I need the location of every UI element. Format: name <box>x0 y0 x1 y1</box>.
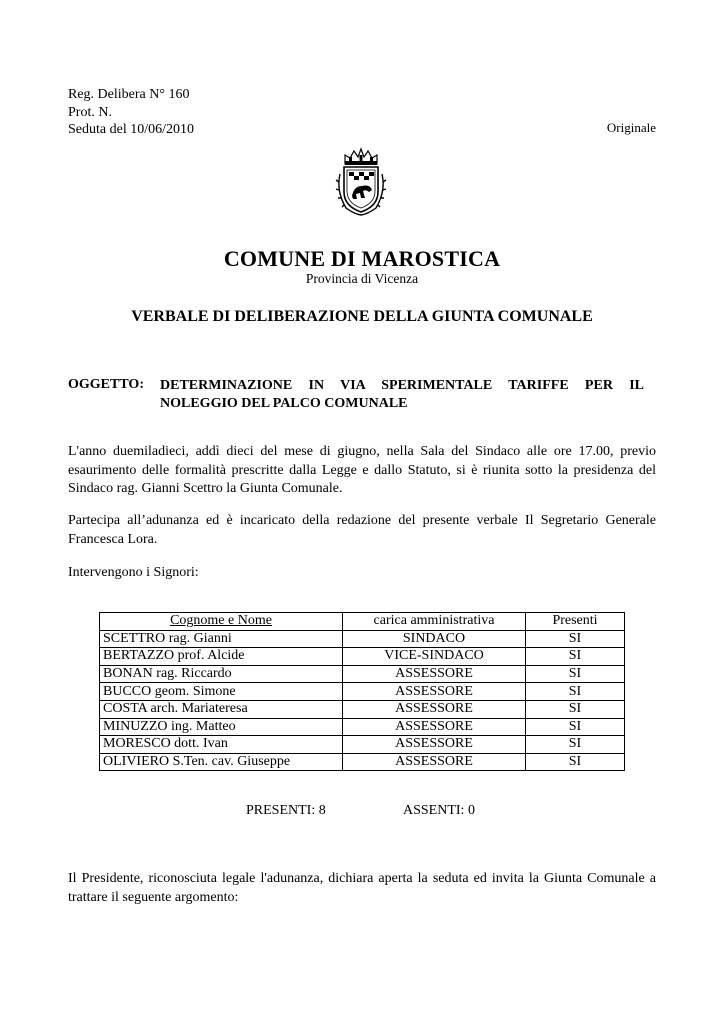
cell-name: BERTAZZO prof. Alcide <box>100 648 343 666</box>
cell-name: MINUZZO ing. Matteo <box>100 718 343 736</box>
cell-role: VICE-SINDACO <box>343 648 526 666</box>
prot-number: Prot. N. <box>68 104 112 120</box>
cell-name: BUCCO geom. Simone <box>100 683 343 701</box>
cell-present: SI <box>526 665 625 683</box>
paragraph-secretary: Partecipa all’adunanza ed è incaricato della redazione del presente verbale Il Segretario Generale Francesca Lora. <box>68 513 656 547</box>
cell-role: ASSESSORE <box>343 753 526 771</box>
table-row <box>100 753 625 771</box>
table-header-row <box>100 613 625 631</box>
municipal-coat-of-arms-icon <box>332 146 390 218</box>
reg-delibera: Reg. Delibera N° 160 <box>68 87 190 102</box>
presenti-total: PRESENTI: 8 <box>246 803 326 818</box>
cell-name: MORESCO dott. Ivan <box>100 736 343 754</box>
assenti-total: ASSENTI: 0 <box>403 803 475 818</box>
oggetto-text <box>160 377 644 413</box>
document-heading: VERBALE DI DELIBERAZIONE DELLA GIUNTA COMUNALE <box>131 308 593 325</box>
cell-name: OLIVIERO S.Ten. cav. Giuseppe <box>100 753 343 771</box>
page-title: COMUNE DI MAROSTICA <box>223 246 501 271</box>
table-row <box>100 648 625 666</box>
cell-name: SCETTRO rag. Gianni <box>100 630 343 648</box>
cell-name: COSTA arch. Mariateresa <box>100 700 343 718</box>
table-row <box>100 718 625 736</box>
column-header-present: Presenti <box>526 613 625 631</box>
oggetto-line-1: DETERMINAZIONE IN VIA SPERIMENTALE TARIFFE PER IL <box>160 378 644 393</box>
cell-present: SI <box>526 700 625 718</box>
paragraph-meeting-intro: L'anno duemiladieci, addì dieci del mese di giugno, nella Sala del Sindaco alle ore 17.00, previo esaurimento delle formalità prescritte dalla Legge e dallo Statuto, si è riunita sotto la presidenza del Sindaco rag. Gianni Scettro la Giunta Comunale. <box>68 444 656 496</box>
province-subtitle: Provincia di Vicenza <box>305 271 419 286</box>
cell-role: ASSESSORE <box>343 718 526 736</box>
oggetto-label: OGGETTO: <box>68 377 144 392</box>
attendance-table <box>99 612 625 771</box>
paragraph-president: Il Presidente, riconosciuta legale l'adunanza, dichiara aperta la seduta ed invita la Giunta Comunale a trattare il seguente argomento: <box>68 871 656 905</box>
seduta-date: Seduta del 10/06/2010 <box>68 122 194 137</box>
header-registration <box>68 86 194 139</box>
table-row <box>100 736 625 754</box>
cell-name: BONAN rag. Riccardo <box>100 665 343 683</box>
oggetto-line-2: NOLEGGIO DEL PALCO COMUNALE <box>160 396 408 411</box>
cell-present: SI <box>526 648 625 666</box>
cell-role: ASSESSORE <box>343 683 526 701</box>
cell-role: ASSESSORE <box>343 665 526 683</box>
table-row <box>100 683 625 701</box>
cell-present: SI <box>526 753 625 771</box>
cell-role: ASSESSORE <box>343 736 526 754</box>
cell-present: SI <box>526 718 625 736</box>
cell-present: SI <box>526 683 625 701</box>
table-row <box>100 630 625 648</box>
originale-label: Originale <box>606 120 656 135</box>
cell-role: SINDACO <box>343 630 526 648</box>
cell-present: SI <box>526 736 625 754</box>
cell-role: ASSESSORE <box>343 700 526 718</box>
table-row <box>100 700 625 718</box>
column-header-name: Cognome e Nome <box>100 613 343 631</box>
column-header-role: carica amministrativa <box>343 613 526 631</box>
cell-present: SI <box>526 630 625 648</box>
table-row <box>100 665 625 683</box>
paragraph-attendees-intro: Intervengono i Signori: <box>68 565 199 580</box>
